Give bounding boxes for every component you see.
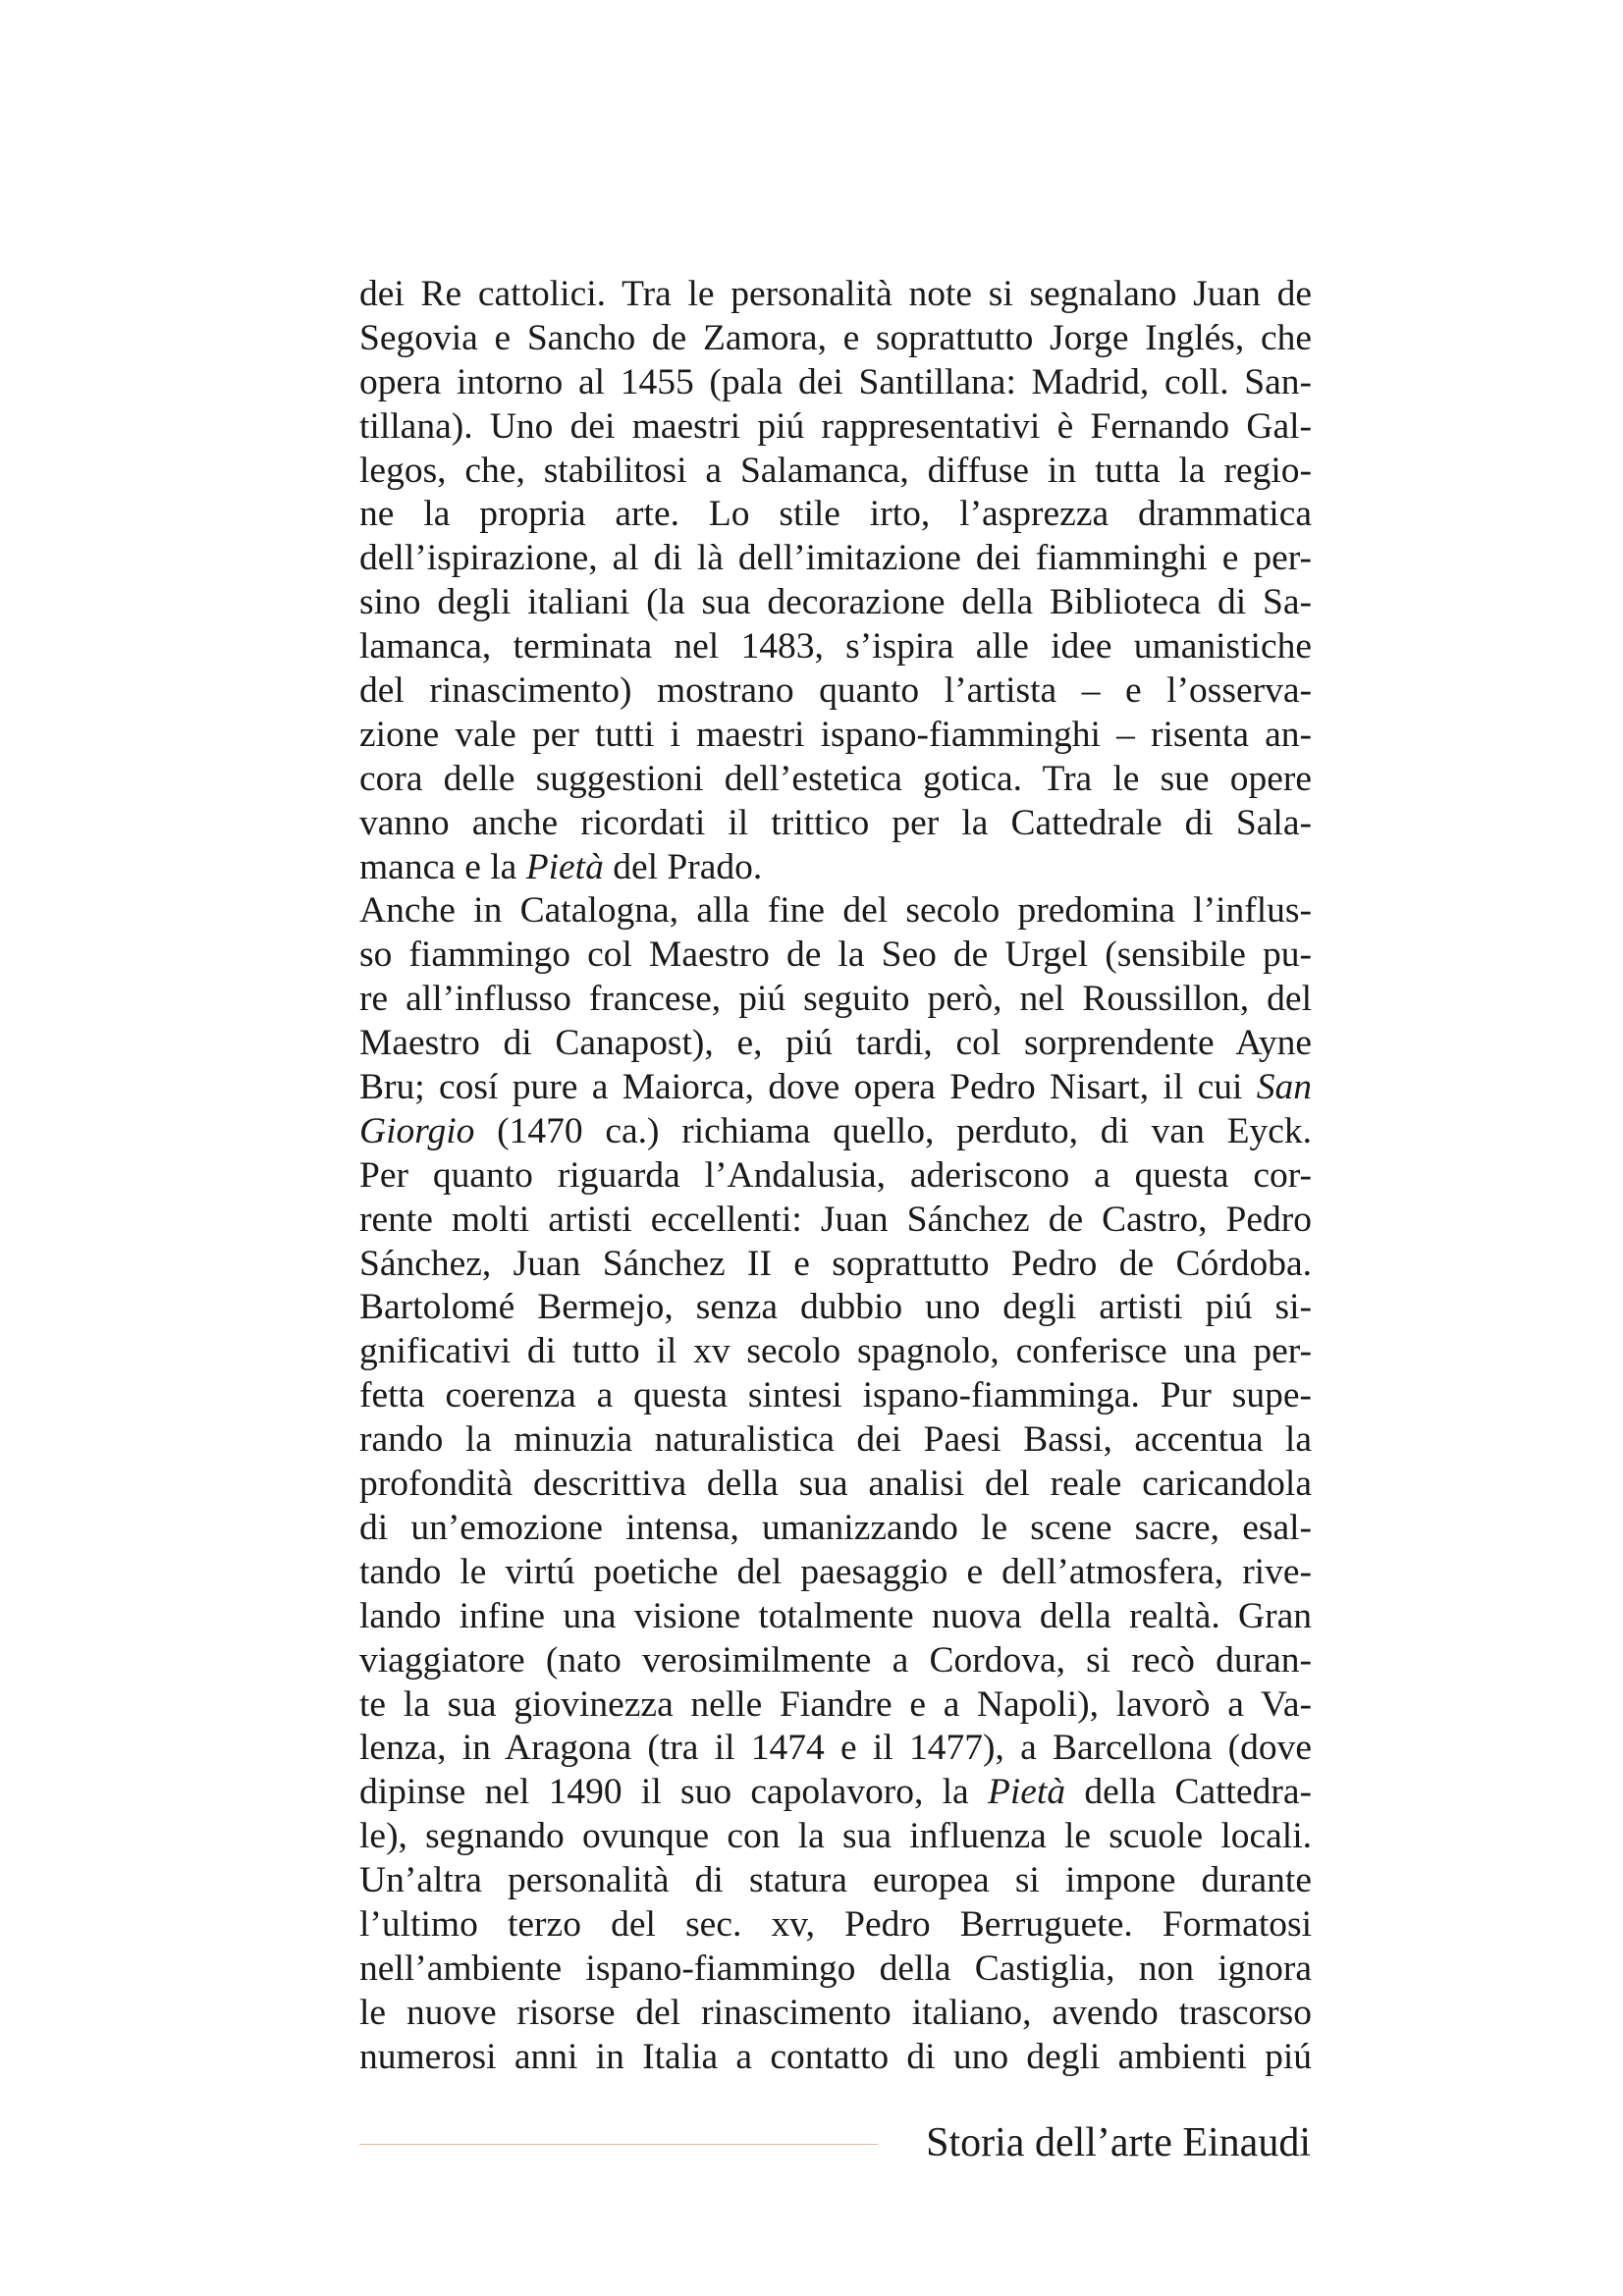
- text-line: [359, 361, 1312, 405]
- text-line: [359, 1110, 1312, 1154]
- footer-rule: [359, 2144, 878, 2145]
- italic-title: San: [1256, 1067, 1312, 1108]
- text-line: [359, 1507, 1312, 1551]
- text-line: [359, 1286, 1312, 1330]
- text-line: [359, 1066, 1312, 1110]
- text-line: [359, 405, 1312, 450]
- text-line-content: vanno anche ricordati il trittico per la Cattedrale di Sala-: [359, 802, 1312, 843]
- text-line-content: Per quanto riguarda l’Andalusia, aderiscono a questa cor-: [359, 1154, 1312, 1196]
- text-line-content: nell’ambiente ispano-fiammingo della Castiglia, non ignora: [359, 1948, 1312, 1989]
- text-line-content: della Cattedra-: [1065, 1772, 1312, 1813]
- text-line: [359, 889, 1312, 934]
- text-line-content: manca e la: [359, 846, 526, 887]
- text-line: [359, 1815, 1312, 1859]
- text-line-content: zione vale per tutti i maestri ispano-fiamminghi – risenta an-: [359, 714, 1312, 755]
- text-line-content: fetta coerenza a questa sintesi ispano-fiamminga. Pur supe-: [359, 1375, 1312, 1416]
- text-line-content: viaggiatore (nato verosimilmente a Cordova, si recò duran-: [359, 1639, 1312, 1681]
- text-line: [359, 581, 1312, 625]
- text-line-content: opera intorno al 1455 (pala dei Santillana: Madrid, coll. San-: [359, 361, 1312, 402]
- text-line-content: Un’altra personalità di statura europea si impone durante: [359, 1860, 1312, 1901]
- text-line-content: (1470 ca.) richiama quello, perduto, di van Eyck.: [474, 1110, 1312, 1151]
- text-line: [359, 1727, 1312, 1771]
- text-line: [359, 1199, 1312, 1243]
- text-line-content: sino degli italiani (la sua decorazione della Biblioteca di Sa-: [359, 582, 1312, 623]
- text-line: [359, 1418, 1312, 1463]
- text-line-content: Maestro di Canapost), e, piú tardi, col sorprendente Ayne: [359, 1023, 1312, 1064]
- text-line-content: tillana). Uno dei maestri piú rappresentativi è Fernando Gal-: [359, 405, 1312, 447]
- text-line: [359, 317, 1312, 361]
- text-line: [359, 1771, 1312, 1815]
- italic-title: Giorgio: [359, 1110, 475, 1151]
- text-line: [359, 1992, 1312, 2036]
- text-line: [359, 978, 1312, 1022]
- italic-title: Pietà: [525, 846, 604, 887]
- text-line-content: Bartolomé Bermejo, senza dubbio uno degli artisti piú si-: [359, 1287, 1312, 1328]
- text-line-content: te la sua giovinezza nelle Fiandre e a Napoli), lavorò a Va-: [359, 1683, 1312, 1725]
- text-line: [359, 1330, 1312, 1374]
- text-line: [359, 1948, 1312, 1992]
- text-line: [359, 934, 1312, 978]
- text-line: [359, 1639, 1312, 1683]
- text-line-content: legos, che, stabilitosi a Salamanca, diffuse in tutta la regio-: [359, 450, 1312, 491]
- text-line: [359, 714, 1312, 758]
- text-line-content: del Prado.: [603, 846, 763, 887]
- text-line-content: re all’influsso francese, piú seguito però, nel Roussillon, del: [359, 979, 1312, 1020]
- text-line: [359, 2036, 1312, 2080]
- body-text: [359, 273, 1312, 2080]
- text-line: [359, 537, 1312, 581]
- text-line-content: lenza, in Aragona (tra il 1474 e il 1477), a Barcellona (dove: [359, 1728, 1312, 1769]
- text-line: [359, 1551, 1312, 1595]
- text-line-content: dell’ispirazione, al di là dell’imitazione dei fiamminghi e per-: [359, 538, 1312, 579]
- text-line-content: dipinse nel 1490 il suo capolavoro, la: [359, 1772, 988, 1813]
- text-line-content: lamanca, terminata nel 1483, s’ispira alle idee umanistiche: [359, 626, 1312, 667]
- italic-title: Pietà: [987, 1772, 1066, 1813]
- footer-title: Storia dell’arte Einaudi: [926, 2120, 1311, 2165]
- text-line: [359, 273, 1312, 317]
- text-line: [359, 1154, 1312, 1199]
- text-line-content: gnificativi di tutto il xv secolo spagnolo, conferisce una per-: [359, 1331, 1312, 1372]
- text-line: [359, 1903, 1312, 1948]
- text-line: [359, 1022, 1312, 1066]
- text-line-content: Segovia e Sancho de Zamora, e soprattutto Jorge Inglés, che: [359, 317, 1312, 358]
- text-line: [359, 1374, 1312, 1418]
- text-line-content: Sánchez, Juan Sánchez II e soprattutto Pedro de Córdoba.: [359, 1243, 1312, 1284]
- text-line-content: ne la propria arte. Lo stile irto, l’asprezza drammatica: [359, 494, 1312, 535]
- text-line-content: lando infine una visione totalmente nuova della realtà. Gran: [359, 1595, 1312, 1636]
- text-line: [359, 625, 1312, 669]
- text-line: [359, 450, 1312, 494]
- text-line-content: Anche in Catalogna, alla fine del secolo predomina l’influs-: [359, 890, 1312, 932]
- text-line-content: tando le virtú poetiche del paesaggio e dell’atmosfera, rive-: [359, 1551, 1312, 1592]
- text-line: [359, 1683, 1312, 1728]
- text-line-content: Bru; cosí pure a Maiorca, dove opera Pedro Nisart, il cui: [359, 1067, 1257, 1108]
- text-line-content: cora delle suggestioni dell’estetica gotica. Tra le sue opere: [359, 758, 1312, 799]
- text-line: [359, 758, 1312, 802]
- text-line: [359, 493, 1312, 537]
- text-line-content: so fiammingo col Maestro de la Seo de Urgel (sensibile pu-: [359, 934, 1312, 976]
- text-line-content: le), segnando ovunque con la sua influenza le scuole locali.: [359, 1816, 1312, 1857]
- text-line-content: di un’emozione intensa, umanizzando le scene sacre, esal-: [359, 1507, 1312, 1548]
- text-line-content: numerosi anni in Italia a contatto di uno degli ambienti piú: [359, 2036, 1312, 2077]
- text-line: [359, 846, 1312, 890]
- text-line: [359, 802, 1312, 846]
- text-line-content: l’ultimo terzo del sec. xv, Pedro Berruguete. Formatosi: [359, 1903, 1312, 1945]
- text-line: [359, 1595, 1312, 1639]
- text-line: [359, 669, 1312, 714]
- text-line-content: rente molti artisti eccellenti: Juan Sánchez de Castro, Pedro: [359, 1199, 1312, 1240]
- text-line: [359, 1243, 1312, 1287]
- text-line-content: le nuove risorse del rinascimento italiano, avendo trascorso: [359, 1992, 1312, 2033]
- text-line-content: del rinascimento) mostrano quanto l’artista – e l’osserva-: [359, 670, 1312, 712]
- text-line-content: profondità descrittiva della sua analisi del reale caricandola: [359, 1464, 1312, 1505]
- text-line: [359, 1859, 1312, 1903]
- text-line-content: dei Re cattolici. Tra le personalità note si segnalano Juan de: [359, 274, 1312, 314]
- text-line-content: rando la minuzia naturalistica dei Paesi Bassi, accentua la: [359, 1419, 1312, 1461]
- text-line: [359, 1463, 1312, 1507]
